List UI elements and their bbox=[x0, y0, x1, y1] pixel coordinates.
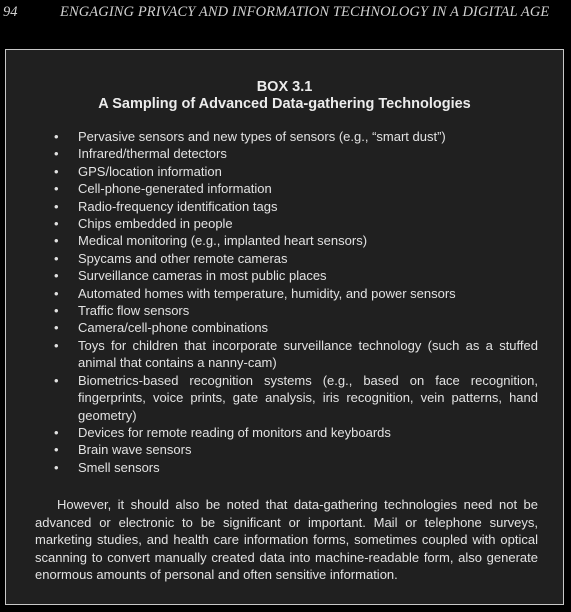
list-item bbox=[54, 372, 538, 424]
box-number: BOX 3.1 bbox=[256, 79, 313, 95]
box-3-1 bbox=[5, 49, 564, 605]
list-item bbox=[54, 459, 538, 476]
list-item bbox=[54, 319, 538, 336]
list-item bbox=[54, 267, 538, 284]
running-title: ENGAGING PRIVACY AND INFORMATION TECHNOLOGY IN A DIGITAL AGE bbox=[60, 4, 550, 20]
closing-paragraph: However, it should also be noted that data-gathering technologies need not be advanced or electronic to be significant or important. Mail or telephone surveys, marketing studies, and health care information forms, sometimes coupled with optical scanning to convert manually created data into machine-readable form, also generate enormous amounts of personal and often sensitive information. bbox=[35, 497, 538, 583]
list-item bbox=[54, 337, 538, 372]
list-item bbox=[54, 215, 538, 232]
list-item bbox=[54, 198, 538, 215]
list-item bbox=[54, 180, 538, 197]
bullet-icon: • bbox=[54, 372, 59, 388]
list-item-text: Toys for children that incorporate surveillance technology (such as a stuffed animal that contains a nanny-cam) bbox=[78, 337, 538, 371]
list-item-text: Pervasive sensors and new types of sensors (e.g., “smart dust”) bbox=[78, 129, 446, 144]
list-item-text: Devices for remote reading of monitors and keyboards bbox=[78, 424, 391, 440]
list-item-text: Brain wave sensors bbox=[78, 442, 192, 458]
box-title: A Sampling of Advanced Data-gathering Technologies bbox=[98, 96, 471, 112]
bullet-icon: • bbox=[54, 181, 59, 197]
list-item bbox=[54, 163, 538, 180]
list-item bbox=[54, 128, 538, 145]
bullet-icon: • bbox=[54, 442, 59, 458]
list-item-text: Cell-phone-generated information bbox=[78, 181, 272, 197]
bullet-icon: • bbox=[54, 233, 59, 249]
list-item bbox=[54, 285, 538, 302]
list-item-text: Chips embedded in people bbox=[78, 216, 233, 232]
bullet-icon: • bbox=[54, 268, 59, 284]
list-item bbox=[54, 145, 538, 162]
list-item bbox=[54, 250, 538, 267]
list-item-text: Traffic flow sensors bbox=[78, 303, 190, 319]
bullet-icon: • bbox=[54, 129, 59, 144]
list-item-text: Camera/cell-phone combinations bbox=[78, 320, 269, 336]
list-item-text: GPS/location information bbox=[78, 163, 222, 179]
list-item bbox=[54, 232, 538, 249]
list-item-text: Smell sensors bbox=[78, 459, 160, 475]
bullet-icon: • bbox=[54, 285, 59, 301]
bullet-icon: • bbox=[54, 424, 59, 440]
list-item-text: Infrared/thermal detectors bbox=[78, 146, 227, 162]
list-item-text: Spycams and other remote cameras bbox=[78, 250, 288, 266]
list-item bbox=[54, 424, 538, 441]
page-number: 94 bbox=[3, 4, 18, 20]
list-item-text: Radio-frequency identification tags bbox=[78, 198, 278, 214]
list-item-text: Automated homes with temperature, humidity, and power sensors bbox=[78, 285, 456, 301]
list-item bbox=[54, 441, 538, 458]
bullet-icon: • bbox=[54, 303, 59, 319]
list-item-text: Surveillance cameras in most public places bbox=[78, 268, 327, 284]
bullet-icon: • bbox=[54, 337, 59, 353]
bullet-icon: • bbox=[54, 250, 59, 266]
list-item-text: Medical monitoring (e.g., implanted heart sensors) bbox=[78, 233, 368, 249]
running-head bbox=[3, 4, 569, 22]
bullet-icon: • bbox=[54, 163, 59, 179]
bullet-icon: • bbox=[54, 320, 59, 336]
technology-list bbox=[54, 128, 538, 476]
bullet-icon: • bbox=[54, 146, 59, 162]
list-item bbox=[54, 302, 538, 319]
list-item-text: Biometrics-based recognition systems (e.g., based on face recognition, fingerprints, voice prints, gate analysis, iris recognition, vein patterns, hand geometry) bbox=[78, 372, 538, 423]
bullet-icon: • bbox=[54, 459, 59, 475]
bullet-icon: • bbox=[54, 216, 59, 232]
bullet-icon: • bbox=[54, 198, 59, 214]
